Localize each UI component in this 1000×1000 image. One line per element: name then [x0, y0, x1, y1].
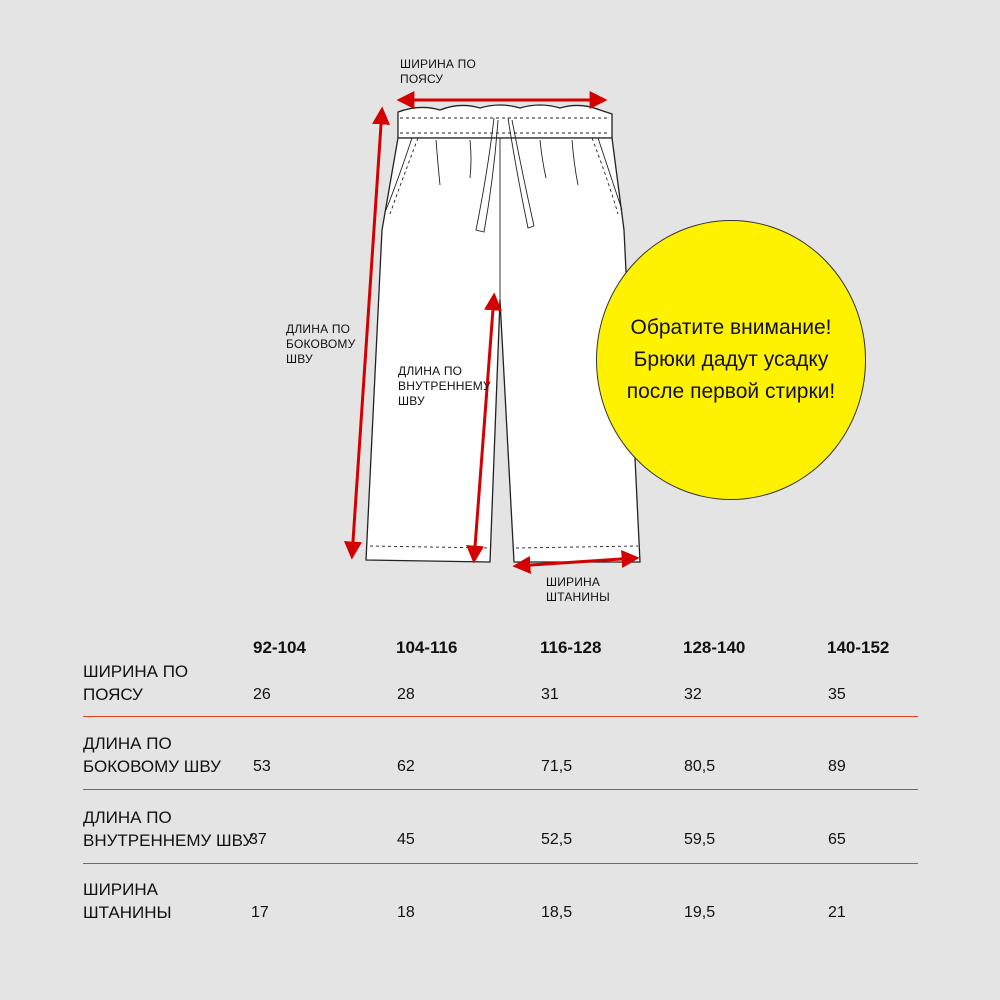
table-cell: 52,5 — [541, 831, 573, 848]
table-cell: 45 — [397, 831, 415, 848]
inseam-label: ДЛИНА ПО ВНУТРЕННЕМУ ШВУ — [398, 364, 491, 408]
waist-width-label: ШИРИНА ПО ПОЯСУ — [400, 57, 477, 86]
row-label: ДЛИНА ПО ВНУТРЕННЕМУ ШВУ — [83, 808, 254, 850]
table-cell: 35 — [828, 686, 846, 703]
table-row — [83, 732, 918, 802]
size-header: 140-152 — [827, 638, 890, 657]
shrinkage-notice — [596, 220, 866, 500]
row-divider — [83, 716, 918, 717]
table-cell: 71,5 — [541, 758, 573, 775]
table-cell: 21 — [828, 904, 846, 921]
table-row — [83, 878, 918, 948]
table-cell: 80,5 — [684, 758, 716, 775]
table-cell: 31 — [541, 686, 559, 703]
table-row — [83, 806, 918, 876]
table-cell: 53 — [253, 758, 271, 775]
table-cell: 19,5 — [684, 904, 716, 921]
table-cell: 59,5 — [684, 831, 716, 848]
table-cell: 62 — [397, 758, 415, 775]
table-cell: 18 — [397, 904, 415, 921]
shrinkage-notice-text: Обратите внимание! Брюки дадут усадку после первой стирки! — [626, 316, 836, 403]
table-cell: 37 — [249, 831, 267, 848]
table-row — [83, 660, 918, 730]
table-cell: 26 — [253, 686, 271, 703]
table-cell: 28 — [397, 686, 415, 703]
row-label: ШИРИНА ПО ПОЯСУ — [83, 662, 189, 704]
table-cell: 65 — [828, 831, 846, 848]
size-header: 128-140 — [683, 638, 746, 657]
size-header: 92-104 — [253, 638, 306, 657]
table-cell: 17 — [251, 904, 269, 921]
outseam-label: ДЛИНА ПО БОКОВОМУ ШВУ — [286, 322, 356, 366]
table-cell: 32 — [684, 686, 702, 703]
row-divider — [83, 863, 918, 864]
size-header: 104-116 — [396, 638, 458, 657]
row-label: ДЛИНА ПО БОКОВОМУ ШВУ — [83, 734, 221, 776]
table-cell: 89 — [828, 758, 846, 775]
row-divider — [83, 789, 918, 790]
size-header: 116-128 — [540, 638, 602, 657]
leg-width-label: ШИРИНА ШТАНИНЫ — [546, 575, 610, 604]
row-label: ШИРИНА ШТАНИНЫ — [83, 880, 172, 922]
table-cell: 18,5 — [541, 904, 573, 921]
